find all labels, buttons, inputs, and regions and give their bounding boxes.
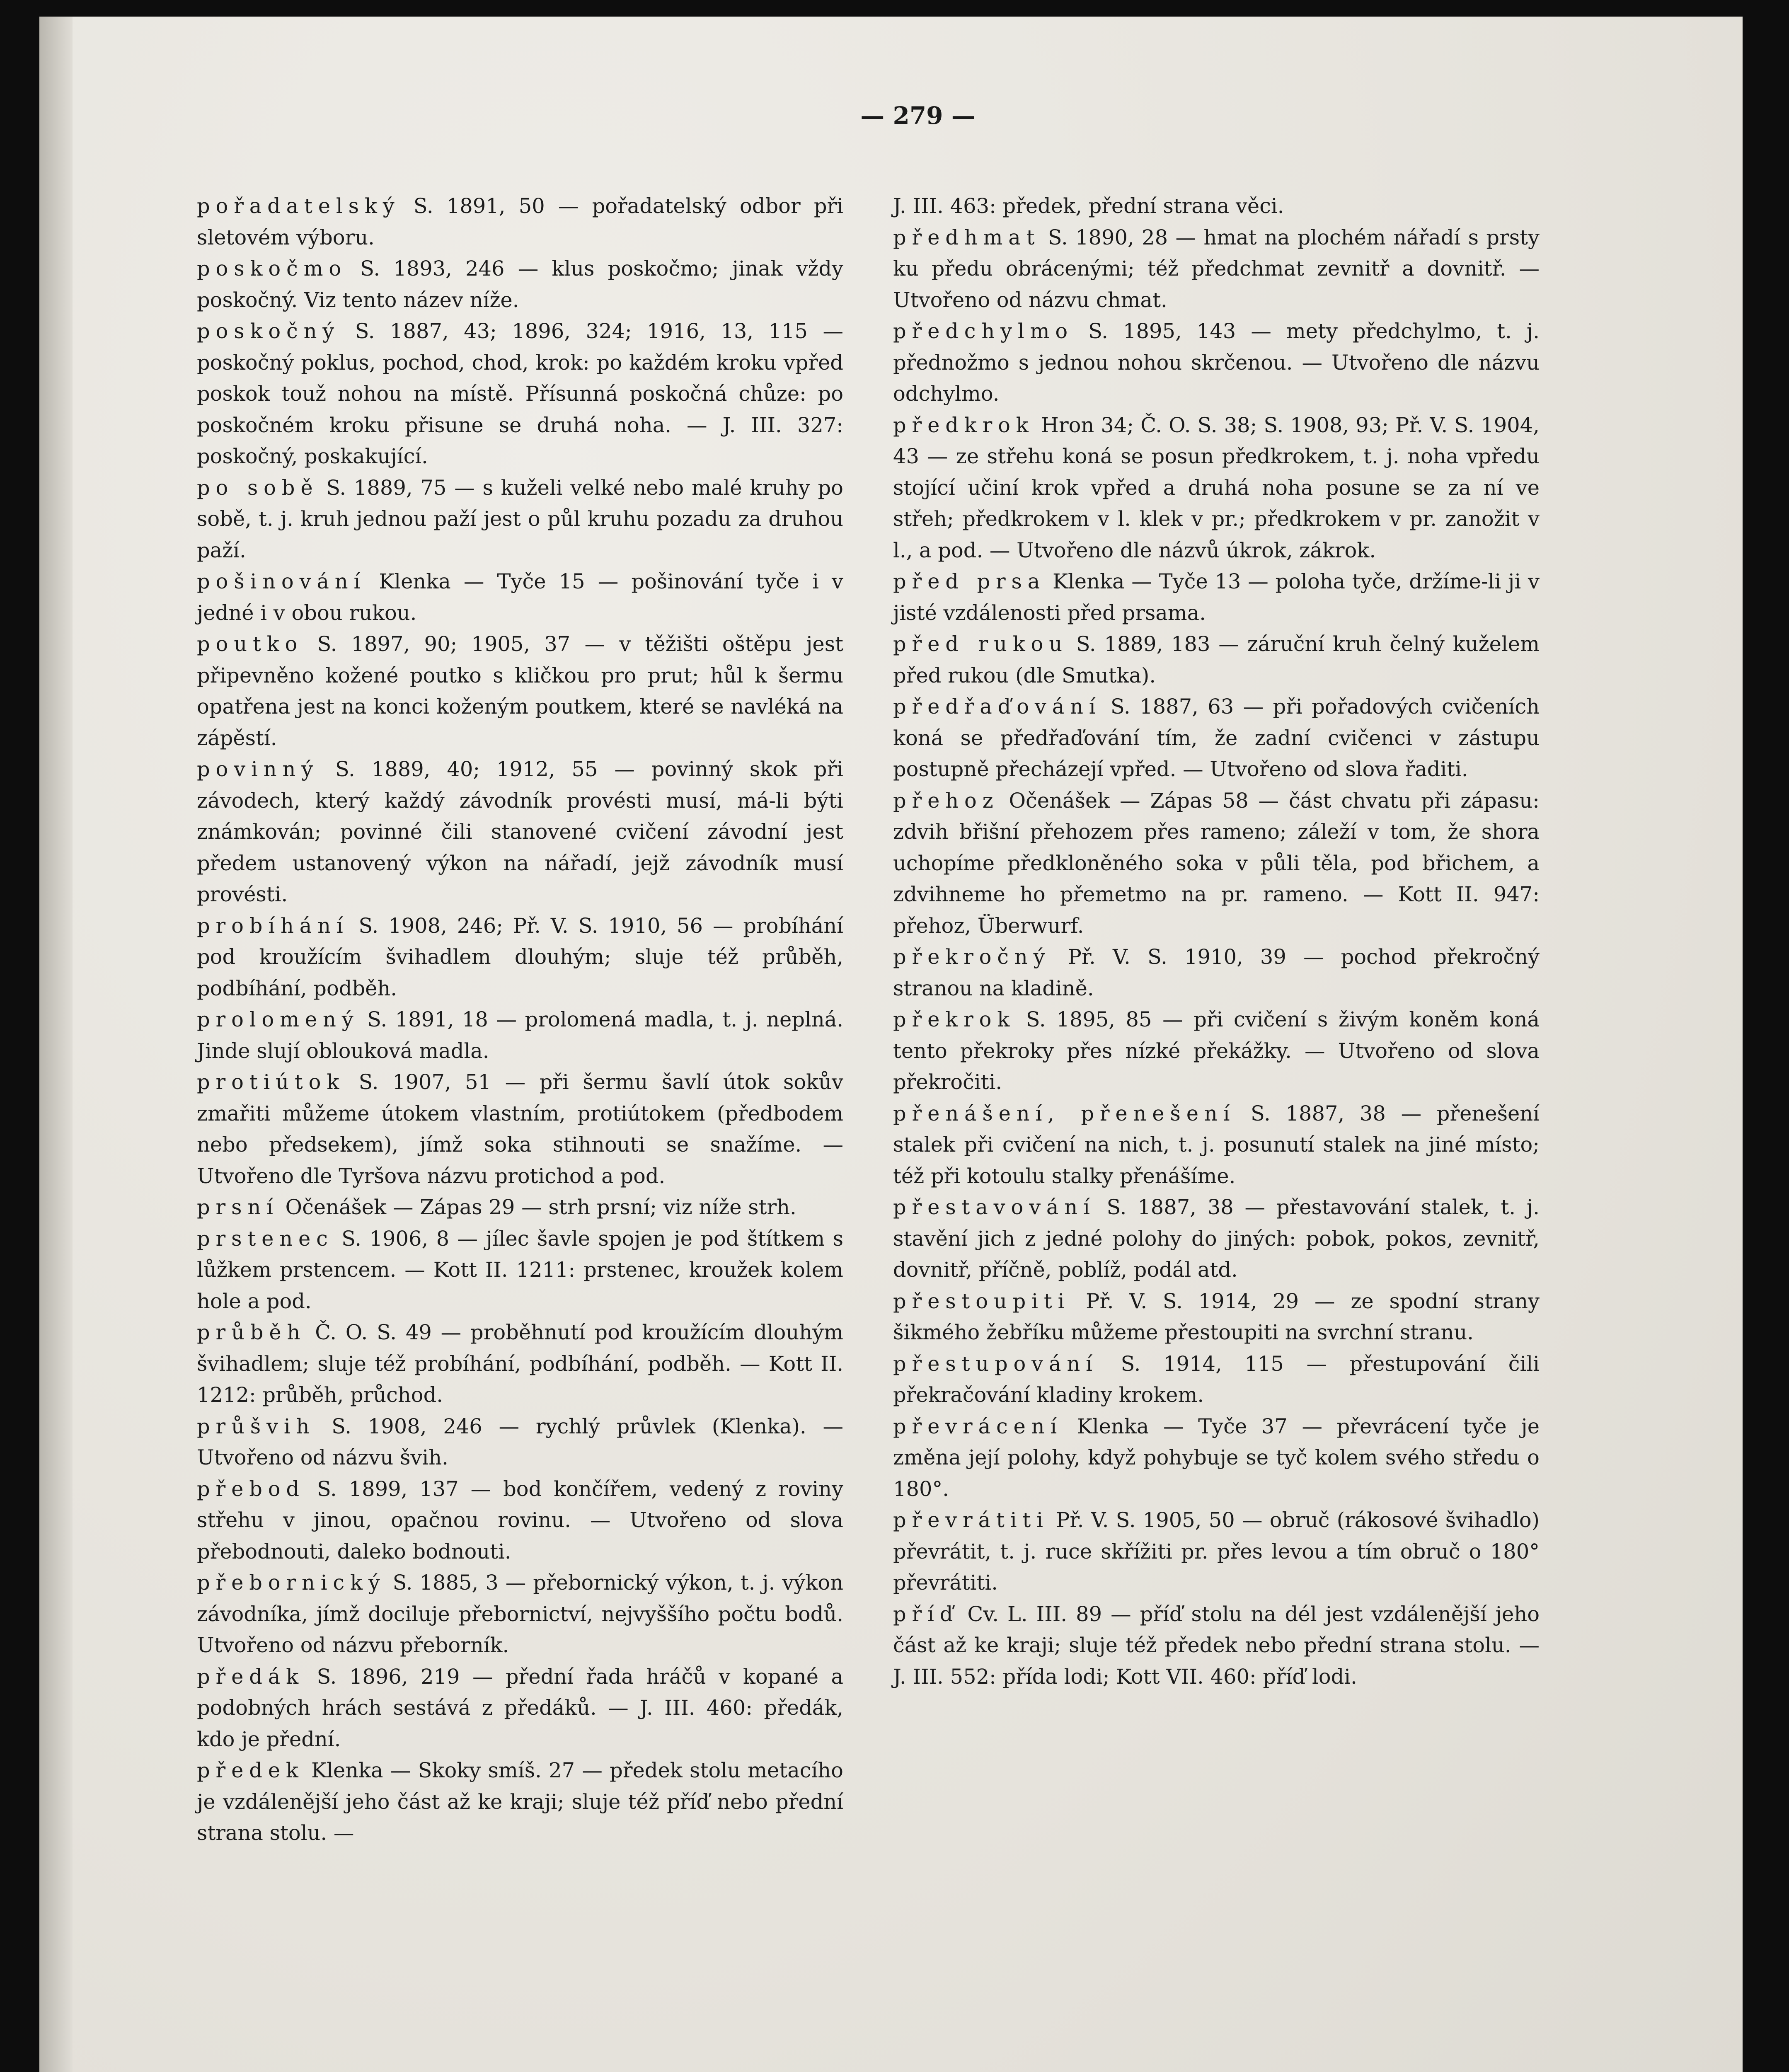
dictionary-entry [197, 1223, 843, 1317]
scanned-page [39, 17, 1743, 2072]
entry-text: S. 1889, 183 — záruční kruh čelný kuželem před rukou (dle Smutka). [893, 632, 1540, 687]
entry-headword: přebod [197, 1477, 305, 1501]
entry-text: Klenka — Tyče 15 — pošinování tyče i v jedné i v obou rukou. [197, 569, 843, 625]
entry-text: S. 1893, 246 — klus poskočmo; jinak vždy poskočný. Viz tento název níže. [197, 257, 843, 312]
dictionary-entry [893, 1411, 1540, 1505]
entry-text: S. 1896, 219 — přední řada hráčů v kopané a podobných hrách sestává z předáků. — J. III. 460: předák, kdo je přední. [197, 1664, 843, 1751]
entry-text: Hron 34; Č. O. S. 38; S. 1908, 93; Př. V. S. 1904, 43 — ze střehu koná se posun předkrokem, t. j. noha vpředu stojící učiní krok vpřed a druhá noha posune se za ní ve střeh; předkrokem v l. klek v pr.; předkrokem v pr. zanožit v l., a pod. — Utvořeno dle názvů úkrok, zákrok. [893, 413, 1540, 562]
entry-text: S. 1899, 137 — bod končířem, vedený z roviny střehu v jinou, opačnou rovinu. — Utvořeno od slova přebodnouti, daleko bodnouti. [197, 1477, 843, 1564]
entry-headword: před rukou [893, 632, 1068, 656]
entry-headword: po sobě [197, 475, 319, 500]
entry-headword: předchylmo [893, 319, 1074, 343]
dictionary-entry [197, 253, 843, 316]
entry-headword: poskočmo [197, 257, 347, 281]
dictionary-entry [197, 1474, 843, 1568]
dictionary-entry [197, 910, 843, 1005]
entry-text: S. 1891, 18 — prolomená madla, t. j. neplná. Jinde slují oblouková madla. [197, 1007, 843, 1063]
entry-text: S. 1908, 246 — rychlý průvlek (Klenka). — Utvořeno od názvu švih. [197, 1414, 843, 1469]
entry-text: S. 1885, 3 — přebornický výkon, t. j. výkon závodníka, jímž dociluje přebornictví, nejvyššího počtu bodů. Utvořeno od názvu přeborník. [197, 1571, 843, 1657]
entry-text: S. 1895, 143 — mety předchylmo, t. j. přednožmo s jednou nohou skrčenou. — Utvořeno dle názvu odchylmo. [893, 319, 1540, 406]
entry-text: Klenka — Skoky smíš. 27 — předek stolu metacího je vzdálenější jeho část až ke kraji; sluje též příď nebo přední strana stolu. — [197, 1758, 843, 1845]
entry-headword: poutko [197, 632, 303, 656]
entry-text: Klenka — Tyče 13 — poloha tyče, držíme-li ji v jisté vzdálenosti před prsama. [893, 569, 1540, 625]
dictionary-entry [197, 1567, 843, 1661]
entry-headword: předkrok [893, 413, 1034, 437]
dictionary-entry [893, 410, 1540, 566]
entry-text: S. 1887, 38 — přenešení stalek při cvičení na nich, t. j. posunutí stalek na jiné místo; též při kotoulu stalky přenášíme. [893, 1101, 1540, 1188]
dictionary-entry [893, 942, 1540, 1004]
dictionary-entry [893, 316, 1540, 410]
dictionary-entry [893, 566, 1540, 629]
entry-headword: přehoz [893, 788, 999, 813]
entry-text: S. 1889, 75 — s kuželi velké nebo malé kruhy po sobě, t. j. kruh jednou paží jest o půl kruhu pozadu za druhou paží. [197, 475, 843, 562]
entry-headword: pořadatelský [197, 194, 400, 218]
entry-headword: přestavování [893, 1195, 1096, 1219]
entry-text: Př. V. S. 1910, 39 — pochod překročný stranou na kladině. [893, 945, 1540, 1000]
right-column [893, 191, 1540, 1692]
entry-text: S. 1891, 50 — pořadatelský odbor při sletovém výboru. [197, 194, 843, 249]
entry-headword: přestupování [893, 1351, 1098, 1376]
dictionary-entry [893, 1599, 1540, 1693]
dictionary-entry [893, 1004, 1540, 1098]
entry-text: J. III. 463: předek, přední strana věci. [893, 194, 1284, 218]
entry-headword: prstenec [197, 1226, 334, 1251]
dictionary-entry [893, 1348, 1540, 1411]
entry-text: Očenášek — Zápas 29 — strh prsní; viz níže strh. [278, 1195, 796, 1219]
entry-text: S. 1907, 51 — při šermu šavlí útok sokův zmařiti můžeme útokem vlastním, protiútokem (předbodem nebo předsekem), jímž soka stihnouti se snažíme. — Utvořeno dle Tyršova názvu protichod a pod. [197, 1070, 843, 1188]
page-number: — 279 — [860, 102, 976, 130]
entry-headword: překrok [893, 1007, 1016, 1031]
dictionary-entry [197, 1661, 843, 1755]
dictionary-entry [197, 566, 843, 629]
page-shadow-edge [39, 17, 73, 2072]
entry-headword: předhmat [893, 225, 1041, 249]
entry-headword: příď [893, 1602, 959, 1626]
entry-headword: přestoupiti [893, 1289, 1070, 1313]
entry-text: S. 1914, 115 — přestupování čili překračování kladiny krokem. [893, 1351, 1540, 1407]
entry-text: Klenka — Tyče 37 — převrácení tyče je změna její polohy, když pohybuje se tyč kolem svého středu o 180°. [893, 1414, 1540, 1501]
entry-text: Očenášek — Zápas 58 — část chvatu při zápasu: zdvih břišní přehozem přes rameno; záleží v tom, že shora uchopíme předkloněného soka v půli těla, pod břichem, a zdvihneme ho přemetmo na pr. rameno. — Kott II. 947: přehoz, Überwurf. [893, 788, 1540, 938]
entry-text: Č. O. S. 49 — proběhnutí pod kroužícím dlouhým švihadlem; sluje též probíhání, podbíhání, podběh. — Kott II. 1212: průběh, průchod. [197, 1320, 843, 1407]
left-column [197, 191, 843, 1849]
entry-text: S. 1895, 85 — při cvičení s živým koněm koná tento překroky přes nízké překážky. — Utvořeno od slova překročiti. [893, 1007, 1540, 1094]
entry-headword: předek [197, 1758, 304, 1782]
dictionary-entry [893, 629, 1540, 691]
entry-text: S. 1906, 8 — jílec šavle spojen je pod štítkem s lůžkem prstencem. — Kott II. 1211: prstenec, kroužek kolem hole a pod. [197, 1226, 843, 1313]
entry-text: S. 1887, 38 — přestavování stalek, t. j. stavění jich z jedné polohy do jiných: pobok, pokos, zevnitř, dovnitř, příčně, poblíž, podál atd. [893, 1195, 1540, 1282]
dictionary-entry [893, 191, 1540, 222]
entry-headword: průšvih [197, 1414, 315, 1438]
dictionary-entry [197, 316, 843, 472]
entry-headword: průběh [197, 1320, 306, 1344]
entry-text: Cv. L. III. 89 — příď stolu na dél jest vzdálenější jeho část až ke kraji; sluje též předek nebo přední strana stolu. — J. III. 552: přída lodi; Kott VII. 460: příď lodi. [893, 1602, 1540, 1689]
entry-headword: předák [197, 1664, 304, 1689]
entry-headword: prsní [197, 1195, 279, 1219]
dictionary-entry [197, 1317, 843, 1411]
entry-text: Př. V. S. 1905, 50 — obruč (rákosové švihadlo) převrátit, t. j. ruce skřížiti pr. přes levou a tím obruč o 180° převrátiti. [893, 1508, 1540, 1595]
entry-headword: převrácení [893, 1414, 1063, 1438]
entry-headword: povinný [197, 757, 319, 781]
entry-headword: prolomený [197, 1007, 359, 1031]
dictionary-entry [197, 754, 843, 910]
entry-headword: překročný [893, 945, 1051, 969]
entry-headword: probíhání [197, 913, 349, 938]
entry-text: S. 1890, 28 — hmat na plochém nářadí s prsty ku předu obrácenými; též předchmat zevnitř a dovnitř. — Utvořeno od názvu chmat. [893, 225, 1540, 312]
entry-text: S. 1887, 43; 1896, 324; 1916, 13, 115 — poskočný poklus, pochod, chod, krok: po každém kroku vpřed poskok touž nohou na místě. Přísunná poskočná chůze: po poskočném kroku přisune se druhá noha. — J. III. 327: poskočný, poskakující. [197, 319, 843, 468]
dictionary-entry [893, 222, 1540, 316]
dictionary-entry [893, 691, 1540, 785]
entry-headword: před prsa [893, 569, 1046, 593]
entry-text: S. 1897, 90; 1905, 37 — v těžišti oštěpu jest připevněno kožené poutko s kličkou pro prut; hůl k šermu opatřena jest na konci koženým poutkem, které se navléká na zápěstí. [197, 632, 843, 750]
dictionary-entry [893, 785, 1540, 942]
dictionary-entry [893, 1286, 1540, 1348]
entry-text: Př. V. S. 1914, 29 — ze spodní strany šikmého žebříku můžeme přestoupiti na svrchní stranu. [893, 1289, 1540, 1344]
dictionary-entry [197, 1755, 843, 1849]
entry-headword: přebornický [197, 1571, 386, 1595]
entry-headword: předřaďování [893, 695, 1101, 719]
entry-headword: přenášení, přenešení [893, 1101, 1236, 1126]
dictionary-entry [197, 1411, 843, 1474]
dictionary-entry [893, 1098, 1540, 1192]
dictionary-entry [893, 1505, 1540, 1599]
dictionary-entry [197, 1004, 843, 1067]
dictionary-entry [197, 191, 843, 253]
entry-headword: poskočný [197, 319, 340, 343]
dictionary-entry [197, 629, 843, 754]
dictionary-entry [893, 1192, 1540, 1286]
entry-text: S. 1908, 246; Př. V. S. 1910, 56 — probíhání pod kroužícím švihadlem dlouhým; sluje též průběh, podbíhání, podběh. [197, 913, 843, 1000]
entry-text: S. 1889, 40; 1912, 55 — povinný skok při závodech, který každý závodník provésti musí, má-li býti známkován; povinné čili stanovené cvičení závodní jest předem ustanovený výkon na nářadí, jejž závodník musí provésti. [197, 757, 843, 906]
entry-headword: pošinování [197, 569, 366, 593]
entry-headword: převrátiti [893, 1508, 1049, 1532]
dictionary-entry [197, 472, 843, 566]
entry-headword: protiútok [197, 1070, 345, 1094]
dictionary-entry [197, 1192, 843, 1223]
dictionary-entry [197, 1067, 843, 1192]
entry-text: S. 1887, 63 — při pořadových cvičeních koná se předřaďování tím, že zadní cvičenci v zástupu postupně přecházejí vpřed. — Utvořeno od slova řaditi. [893, 695, 1540, 781]
